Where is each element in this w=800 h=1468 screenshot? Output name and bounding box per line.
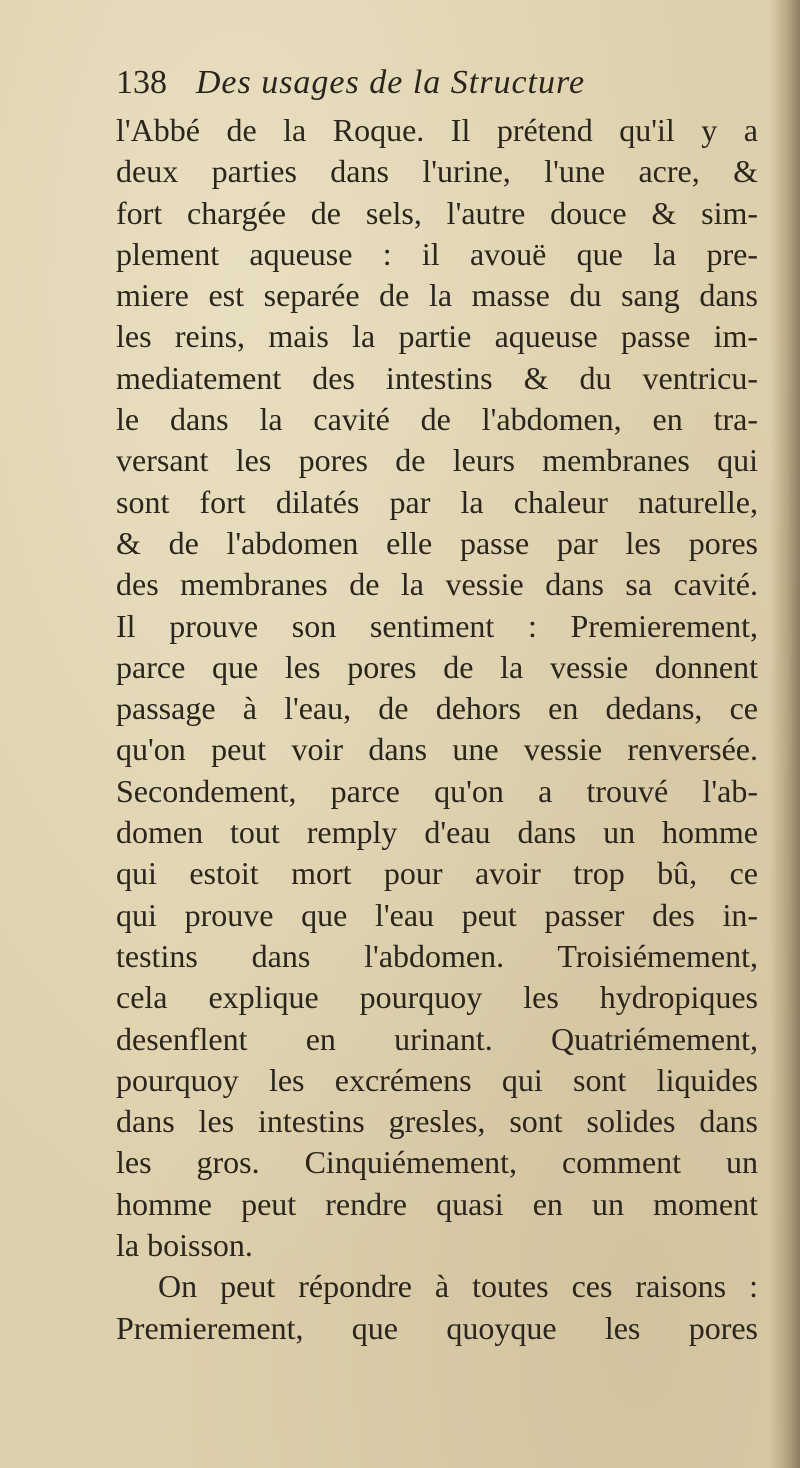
text-line: & de l'abdomen elle passe par les pores bbox=[116, 524, 758, 561]
text-line: Secondement, parce qu'on a trouvé l'ab- bbox=[116, 772, 758, 809]
text-line: pourquoy les excrémens qui sont liquides bbox=[116, 1061, 758, 1098]
text-line: deux parties dans l'urine, l'une acre, & bbox=[116, 153, 758, 190]
text-line: des membranes de la vessie dans sa cavité. bbox=[116, 566, 758, 603]
text-line: les gros. Cinquiémement, comment un bbox=[116, 1144, 758, 1181]
text-line: homme peut rendre quasi en un moment bbox=[116, 1185, 758, 1222]
text-line: qui prouve que l'eau peut passer des in- bbox=[116, 896, 758, 933]
text-line: On peut répondre à toutes ces raisons : bbox=[158, 1268, 758, 1305]
text-line: dans les intestins gresles, sont solides dans bbox=[116, 1103, 758, 1140]
text-line: le dans la cavité de l'abdomen, en tra- bbox=[116, 401, 758, 438]
text-line: fort chargée de sels, l'autre douce & sim- bbox=[116, 194, 758, 231]
text-line: cela explique pourquoy les hydropiques bbox=[116, 979, 758, 1016]
text-line: la boisson. bbox=[116, 1227, 253, 1264]
running-head bbox=[116, 62, 585, 102]
text-line: domen tout remply d'eau dans un homme bbox=[116, 814, 758, 851]
text-line: passage à l'eau, de dehors en dedans, ce bbox=[116, 690, 758, 727]
text-line: qui estoit mort pour avoir trop bû, ce bbox=[116, 855, 758, 892]
text-line: qu'on peut voir dans une vessie renversée. bbox=[116, 731, 758, 768]
text-line: plement aqueuse : il avouë que la pre- bbox=[116, 235, 758, 272]
text-line: desenflent en urinant. Quatriémement, bbox=[116, 1020, 758, 1057]
running-title: Des usages de la Structure bbox=[195, 64, 586, 101]
text-line: mediatement des intestins & du ventricu- bbox=[116, 359, 758, 396]
text-line: Premierement, que quoyque les pores bbox=[116, 1309, 758, 1346]
text-line: testins dans l'abdomen. Troisiémement, bbox=[116, 937, 758, 974]
text-line: les reins, mais la partie aqueuse passe im- bbox=[116, 318, 758, 355]
text-line: versant les pores de leurs membranes qui bbox=[116, 442, 758, 479]
text-line: sont fort dilatés par la chaleur naturelle, bbox=[116, 483, 758, 520]
text-line: miere est separée de la masse du sang dans bbox=[116, 277, 758, 314]
body-text bbox=[116, 110, 758, 1349]
page-number: 138 bbox=[116, 64, 167, 101]
text-line: Il prouve son sentiment : Premierement, bbox=[116, 607, 758, 644]
text-line: l'Abbé de la Roque. Il prétend qu'il y a bbox=[116, 112, 758, 148]
text-line: parce que les pores de la vessie donnent bbox=[116, 648, 758, 685]
page-gutter-shadow bbox=[770, 0, 800, 1468]
